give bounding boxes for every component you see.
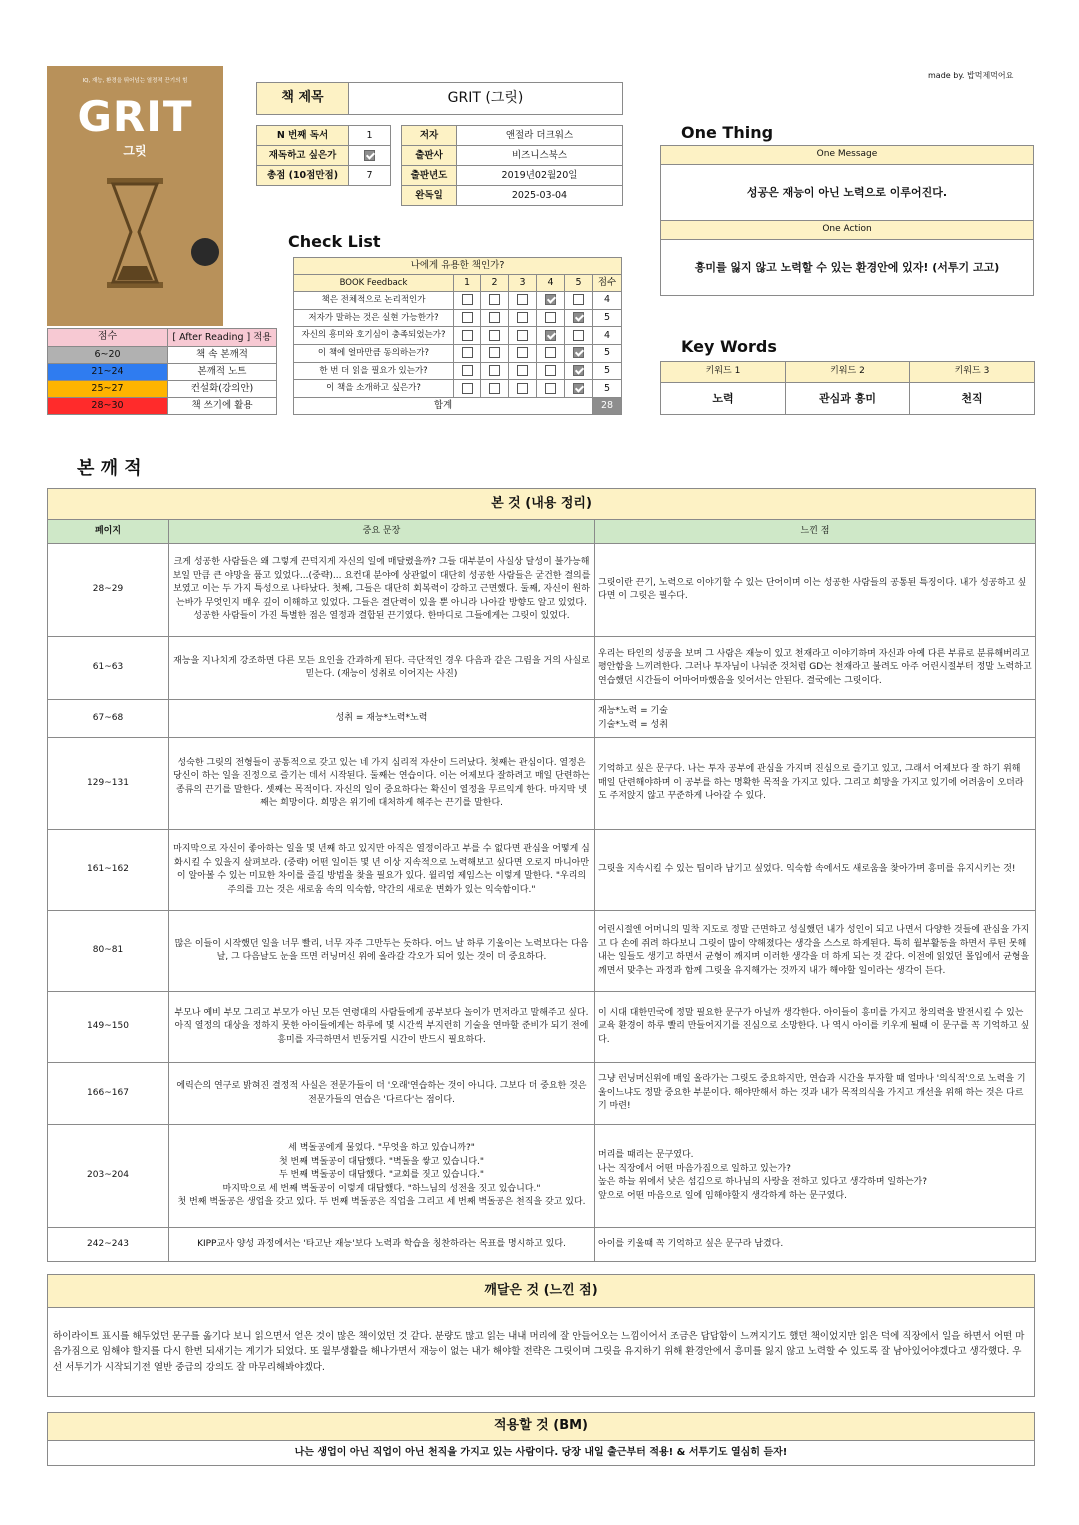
check-cell [537, 345, 565, 363]
total-score-label: 총점 (10점만점) [257, 166, 349, 186]
check-cell [454, 345, 481, 363]
publication-info-table [401, 125, 623, 206]
check-list-caption: 나에게 유용한 책인가? [294, 258, 622, 275]
reading-count-value: 1 [349, 126, 391, 146]
pub-date-value: 2019년02월20일 [457, 166, 623, 186]
check-col-header: 1 [454, 275, 481, 292]
one-thing-heading: One Thing [681, 123, 774, 142]
page-cell: 67~68 [48, 700, 169, 738]
col-quote-header: 중요 문장 [169, 520, 595, 544]
check-cell [481, 362, 509, 380]
feeling-cell: 아이를 키울때 꼭 기억하고 싶은 문구라 남겼다. [595, 1228, 1036, 1262]
feeling-cell: 그릿이란 끈기, 노력으로 이야기할 수 있는 단어이며 이는 성공한 사람들의 공통된 특징이다. 내가 성공하고 싶다면 이 그릿은 필수다. [595, 544, 1036, 637]
check-cell [537, 327, 565, 345]
publisher-value: 비즈니스북스 [457, 146, 623, 166]
check-col-header: 5 [565, 275, 593, 292]
book-title-value: GRIT (그릿) [349, 83, 623, 115]
rating-checkbox[interactable] [462, 347, 473, 358]
check-col-header: 2 [481, 275, 509, 292]
check-cell [481, 309, 509, 327]
cover-top-text: IQ, 재능, 환경을 뛰어넘는 열정적 끈기의 힘 [82, 78, 188, 84]
feeling-cell: 그냥 런닝머신위에 매일 올라가는 그릿도 중요하지만, 연습과 시간을 투자할 때 얼마나 '의식적'으로 노력을 기울이느냐도 정말 중요한 부분이다. 해야만해서 하는 것과 내가 목적의식을 가지고 개선을 위해 하는 것은 다르기 마련! [595, 1063, 1036, 1125]
legend-range: 6~20 [48, 347, 168, 364]
one-message-label: One Message [661, 146, 1034, 165]
cover-title: GRIT [77, 92, 193, 141]
feeling-cell: 어린시절엔 어머니의 밀착 지도로 정말 근면하고 성실했던 내가 성인이 되고 나면서 다양한 것들에 관심을 가지고 다 손에 쥐려 하다보니 그릿이 많이 약해졌다는 생각을 스스로 하게된다. 특히 월부활동을 하면서 루틴 못해내는 일들도 생기고 하면서 균형이 깨지며 이러한 생각을 더 하게 되는 것 같다. 이전에 읽었던 몰입에서 균형을 깨면서 맞추는 과정과 함께 그릿을 유지해가는 것까지 내가 해야할 일이라는 생각이 든다. [595, 911, 1036, 992]
total-score-value: 7 [349, 166, 391, 186]
check-cell [481, 292, 509, 310]
table-row [48, 830, 1036, 911]
pub-date-label: 출판년도 [402, 166, 457, 186]
rating-checkbox[interactable] [489, 347, 500, 358]
check-cell [481, 380, 509, 398]
check-score: 5 [593, 309, 622, 327]
table-row [48, 544, 1036, 637]
check-question: 저자가 말하는 것은 실현 가능한가? [294, 309, 454, 327]
feeling-cell: 그릿을 지속시킬 수 있는 팁이라 남기고 싶었다. 익숙함 속에서도 새로움을 찾아가며 흥미를 유지시키는 것! [595, 830, 1036, 911]
realized-text: 하이라이트 표시를 해두었던 문구를 옮기다 보니 읽으면서 얻은 것이 많은 책이었던 것 같다. 분량도 많고 읽는 내내 머리에 잘 안들어오는 느낌이어서 조금은 답답함이 느껴지기도 했던 책이었지만 읽은 덕에 직장에서 일을 하면서 어떤 마음가짐으로 임해야 할지를 다시 한번 되새기는 계기가 되었다. 또 월부생활을 해나가면서 재능이 없는 내가 해야할 전략은 그릿이며 그릿을 유지하기 위해 환경안에서 흥미를 잃지 않고 노력할 수 있도록 잘 남아있어야겠다고 생각했다. 우선 서투기가 시작되기전 열반 중급의 강의도 잘 마무리해봐야겠다. [48, 1308, 1035, 1397]
legend-action: 본깨적 노트 [168, 364, 277, 381]
check-cell [565, 292, 593, 310]
check-question: 책은 전체적으로 논리적인가 [294, 292, 454, 310]
check-cell [565, 327, 593, 345]
legend-action: 책 쓰기에 활용 [168, 398, 277, 415]
apply-title: 적용할 것 (BM) [48, 1413, 1035, 1441]
rating-checkbox[interactable] [489, 365, 500, 376]
reread-label: 재독하고 싶은가 [257, 146, 349, 166]
table-row [48, 700, 1036, 738]
page-cell: 166~167 [48, 1063, 169, 1125]
rating-checkbox[interactable] [545, 312, 556, 323]
check-total-value: 28 [593, 398, 622, 415]
check-cell [481, 345, 509, 363]
legend-action: 책 속 본깨적 [168, 347, 277, 364]
hourglass-icon [47, 170, 223, 300]
rating-checkbox[interactable] [489, 383, 500, 394]
check-cell [565, 309, 593, 327]
check-list-heading: Check List [288, 232, 381, 251]
rating-checkbox[interactable] [517, 365, 528, 376]
one-message-text: 성공은 재능이 아닌 노력으로 이루어진다. [661, 165, 1034, 221]
rating-checkbox[interactable] [489, 330, 500, 341]
check-score: 4 [593, 327, 622, 345]
cover-badge [191, 238, 219, 266]
keyword-value: 관심과 흥미 [786, 383, 910, 415]
rating-checkbox[interactable] [517, 347, 528, 358]
rating-checkbox[interactable] [545, 365, 556, 376]
check-cell [509, 327, 537, 345]
book-cover [47, 66, 223, 326]
check-cell [509, 292, 537, 310]
legend-range: 21~24 [48, 364, 168, 381]
rating-checkbox[interactable] [573, 312, 584, 323]
one-action-text: 흥미를 잃지 않고 노력할 수 있는 환경안에 있자! (서투기 고고) [661, 240, 1034, 296]
check-score: 4 [593, 292, 622, 310]
rating-checkbox[interactable] [573, 347, 584, 358]
rating-checkbox[interactable] [545, 330, 556, 341]
check-question: 한 번 더 읽을 필요가 있는가? [294, 362, 454, 380]
page-cell: 129~131 [48, 738, 169, 830]
check-cell [537, 380, 565, 398]
table-row [48, 1125, 1036, 1228]
finish-date-label: 완독일 [402, 186, 457, 206]
check-row [294, 345, 622, 363]
rating-checkbox[interactable] [517, 312, 528, 323]
reread-checkbox[interactable] [364, 150, 375, 161]
check-col-header: 3 [509, 275, 537, 292]
check-score: 5 [593, 362, 622, 380]
one-action-label: One Action [661, 221, 1034, 240]
quote-cell: KIPP교사 양성 과정에서는 '타고난 재능'보다 노력과 학습을 칭찬하라는 목표를 명시하고 있다. [169, 1228, 595, 1262]
one-thing-table [660, 145, 1034, 296]
author-label: 저자 [402, 126, 457, 146]
score-legend-table [47, 328, 277, 415]
rating-checkbox[interactable] [545, 383, 556, 394]
check-cell [454, 327, 481, 345]
quote-cell: 재능을 지나치게 강조하면 다른 모든 요인을 간과하게 된다. 극단적인 경우 다음과 같은 그림을 거의 사실로 믿는다. (재능이 성취로 이어지는 사진) [169, 637, 595, 700]
rating-checkbox[interactable] [545, 294, 556, 305]
check-cell [454, 292, 481, 310]
check-question: 이 책에 얼마만큼 동의하는가? [294, 345, 454, 363]
keyword-label: 키워드 3 [910, 362, 1035, 383]
check-cell [565, 345, 593, 363]
quote-cell: 에릭슨의 연구로 밝혀진 결정적 사실은 전문가들이 더 '오래'연습하는 것이 아니다. 그보다 더 중요한 것은 전문가들의 연습은 '다르다'는 점이다. [169, 1063, 595, 1125]
keyword-value: 천직 [910, 383, 1035, 415]
quote-cell: 마지막으로 자신이 좋아하는 일을 몇 년째 하고 있지만 아직은 열정이라고 부를 수 없다면 관심을 어떻게 심화시킬 수 있을지 살펴보라. (중략) 어떤 일이든 몇 년 이상 지속적으로 노력해보고 싶다면 오로지 마니아만이 알아볼 수 있는 미묘한 차이를 즐길 방법을 찾을 필요가 있다. 윌리엄 제임스는 이렇게 말한다. "우리의 주의를 끄는 것은 새로움 속의 익숙함, 약간의 새로운 변화가 있는 익숙함이다." [169, 830, 595, 911]
apply-table [47, 1412, 1035, 1466]
reading-count-label: N 번째 독서 [257, 126, 349, 146]
check-col-header: BOOK Feedback [294, 275, 454, 292]
check-total-label: 합계 [294, 398, 593, 415]
apply-text: 나는 생업이 아닌 직업이 아닌 천직을 가지고 있는 사람이다. 당장 내일 출근부터 적용! & 서투기도 열심히 듣자! [48, 1441, 1035, 1466]
author-value: 앤절라 더크워스 [457, 126, 623, 146]
keyword-value: 노력 [661, 383, 786, 415]
table-row [48, 637, 1036, 700]
table-row [48, 738, 1036, 830]
page-cell: 161~162 [48, 830, 169, 911]
key-words-table [660, 361, 1035, 415]
quote-cell: 많은 이들이 시작했던 일을 너무 빨리, 너무 자주 그만두는 듯하다. 어느 날 하루 기울이는 노력보다는 다음 날, 그 다음날도 눈을 뜨면 러닝머신 위에 올라갈 각오가 되어 있는 것이 더 중요하다. [169, 911, 595, 992]
keyword-label: 키워드 2 [786, 362, 910, 383]
table-row [48, 1228, 1036, 1262]
keyword-label: 키워드 1 [661, 362, 786, 383]
check-row [294, 380, 622, 398]
check-cell [509, 362, 537, 380]
col-page-header: 페이지 [48, 520, 169, 544]
check-cell [509, 380, 537, 398]
rating-checkbox[interactable] [462, 330, 473, 341]
check-cell [537, 362, 565, 380]
check-cell [509, 309, 537, 327]
page-cell: 28~29 [48, 544, 169, 637]
table-row [48, 1063, 1036, 1125]
table-row [48, 992, 1036, 1063]
check-row [294, 362, 622, 380]
check-cell [454, 380, 481, 398]
table-row [48, 911, 1036, 992]
feeling-cell: 재능*노력 = 기술 기술*노력 = 성취 [595, 700, 1036, 738]
check-row [294, 309, 622, 327]
page-cell: 61~63 [48, 637, 169, 700]
check-cell [565, 362, 593, 380]
check-question: 자신의 흥미와 호기심이 충족되었는가? [294, 327, 454, 345]
rating-checkbox[interactable] [545, 347, 556, 358]
legend-range: 28~30 [48, 398, 168, 415]
check-cell [565, 380, 593, 398]
legend-action: 컨설화(강의안) [168, 381, 277, 398]
feeling-cell: 기억하고 싶은 문구다. 나는 투자 공부에 관심을 가지며 진심으로 즐기고 있고, 그래서 어제보다 잘 하기 위해 매일 단련해야하며 이 공부를 하는 명확한 목적을 가지고 있다. 그리고 희망을 가지고 있기에 어려움이 오더라도 주저앉지 않고 꾸준하게 나아갈 수 있다. [595, 738, 1036, 830]
check-row [294, 327, 622, 345]
rating-checkbox[interactable] [573, 365, 584, 376]
rating-checkbox[interactable] [462, 365, 473, 376]
page-cell: 203~204 [48, 1125, 169, 1228]
check-cell [454, 362, 481, 380]
check-cell [509, 345, 537, 363]
check-list-table [293, 257, 622, 415]
finish-date-value: 2025-03-04 [457, 186, 623, 206]
legend-header-score: 점수 [48, 329, 168, 347]
feeling-cell: 이 시대 대한민국에 정말 필요한 문구가 아닐까 생각한다. 아이들이 흥미를 가지고 창의력을 발전시킬 수 있는 교육 환경이 하루 빨리 만들어지기를 진심으로 소망한다. 나 역시 아이를 키우게 될때 이 문구를 꼭 기억하고 싶다. [595, 992, 1036, 1063]
rating-checkbox[interactable] [573, 383, 584, 394]
col-feeling-header: 느낀 점 [595, 520, 1036, 544]
quote-cell: 크게 성공한 사람들은 왜 그렇게 끈덕지게 자신의 일에 매달렸을까? 그들 대부분이 사실상 달성이 불가능해 보일 만큼 큰 야망을 품고 있었다...(중략)... 요컨대 분야에 상관없이 대단히 성공한 사람들은 굳건한 결의를 보였고 이는 두 가지 특성으로 나타났다. 첫째, 그들은 대단히 회복력이 강하고 근면했다. 둘째, 자신이 원하는바가 무엇인지 매우 깊이 이해하고 있었다. 그들은 결단력이 있을 뿐 아니라 나아갈 방향도 알고 있었다. 성공한 사람들이 가진 특별한 점은 열정과 결합된 끈기였다. 한마디로 그들에게는 그릿이 있었다. [169, 544, 595, 637]
rating-checkbox[interactable] [462, 294, 473, 305]
page-cell: 242~243 [48, 1228, 169, 1262]
feeling-cell: 머리를 때리는 문구였다. 나는 직장에서 어떤 마음가짐으로 일하고 있는가? 높은 하늘 위에서 낮은 섬김으로 하나님의 사랑을 전하고 있다고 생각하며 일하는가? 앞으로 어떤 마음으로 일에 임해야할지 생각하게 하는 문구였다. [595, 1125, 1036, 1228]
cover-subtitle: 그릿 [123, 144, 147, 158]
feeling-cell: 우리는 타인의 성공을 보며 그 사람은 재능이 있고 천재라고 이야기하며 자신과 아예 다른 부류로 분류해버리고 평안함을 느끼려한다. 그러나 투자님이 나눠준 것처럼 GD는 천재라고 불려도 아주 어린시절부터 정말 노력하고 연습했던 시간들이 어마어마했음을 잊어서는 안된다. 결국에는 그릿이다. [595, 637, 1036, 700]
legend-range: 25~27 [48, 381, 168, 398]
realized-table [47, 1274, 1035, 1397]
rating-checkbox[interactable] [517, 330, 528, 341]
check-cell [481, 327, 509, 345]
rating-checkbox[interactable] [573, 330, 584, 341]
bonkkaejeok-heading: 본 깨 적 [77, 458, 142, 479]
check-row [294, 292, 622, 310]
check-question: 이 책을 소개하고 싶은가? [294, 380, 454, 398]
rating-checkbox[interactable] [573, 294, 584, 305]
book-title-label: 책 제목 [257, 83, 349, 115]
summary-table-title: 본 것 (내용 정리) [48, 489, 1036, 520]
check-cell [537, 292, 565, 310]
check-cell [454, 309, 481, 327]
rating-checkbox[interactable] [489, 312, 500, 323]
check-score: 5 [593, 345, 622, 363]
page-cell: 80~81 [48, 911, 169, 992]
check-col-header: 4 [537, 275, 565, 292]
quote-cell: 성숙한 그릿의 전형들이 공통적으로 갖고 있는 네 가지 심리적 자산이 드러났다. 첫째는 관심이다. 열정은 당신이 하는 일을 진정으로 즐기는 데서 시작된다. 둘째는 연습이다. 이는 어제보다 잘하려고 매일 단련하는 종류의 끈기를 말한다. 셋째는 목적이다. 자신의 일이 중요하다는 확신이 열정을 무르익게 한다. 마지막 넷째는 희망이다. 희망은 위기에 대처하게 해주는 끈기를 말한다. [169, 738, 595, 830]
summary-table [47, 488, 1036, 1262]
legend-header-apply: [ After Reading ] 적용 [168, 329, 277, 347]
page-cell: 149~150 [48, 992, 169, 1063]
check-col-header: 점수 [593, 275, 622, 292]
rating-checkbox[interactable] [462, 383, 473, 394]
quote-cell: 부모나 예비 부모 그리고 부모가 아닌 모든 연령대의 사람들에게 공부보다 놀이가 먼저라고 말해주고 싶다. 아직 열정의 대상을 정하지 못한 아이들에게는 하루에 몇 시간씩 부지런히 기술을 연마할 준비가 되기 전에 흥미를 자극하면서 빈둥거릴 시간이 반드시 필요하다. [169, 992, 595, 1063]
quote-cell: 세 벽돌공에게 물었다. "무엇을 하고 있습니까?" 첫 번째 벽돌공이 대답했다. "벽돌을 쌓고 있습니다." 두 번째 벽돌공이 대답했다. "교회를 짓고 있습니다." 마지막으로 세 번째 벽돌공이 이렇게 대답했다. "하느님의 성전을 짓고 있습니다." 첫 번째 벽돌공은 생업을 갖고 있다. 두 번째 벽돌공은 직업을 그리고 세 번째 벽돌공은 천직을 갖고 있다. [169, 1125, 595, 1228]
realized-title: 깨달은 것 (느낀 점) [48, 1275, 1035, 1308]
reading-info-table [256, 125, 391, 186]
rating-checkbox[interactable] [489, 294, 500, 305]
rating-checkbox[interactable] [517, 294, 528, 305]
rating-checkbox[interactable] [462, 312, 473, 323]
check-score: 5 [593, 380, 622, 398]
book-title-table [256, 82, 623, 115]
quote-cell: 성취 = 재능*노력*노력 [169, 700, 595, 738]
key-words-heading: Key Words [681, 337, 777, 356]
check-cell [537, 309, 565, 327]
rating-checkbox[interactable] [517, 383, 528, 394]
publisher-label: 출판사 [402, 146, 457, 166]
credit-text: made by. 밥먹제먹어요 [928, 71, 1014, 80]
reread-checkbox-cell [349, 146, 391, 166]
